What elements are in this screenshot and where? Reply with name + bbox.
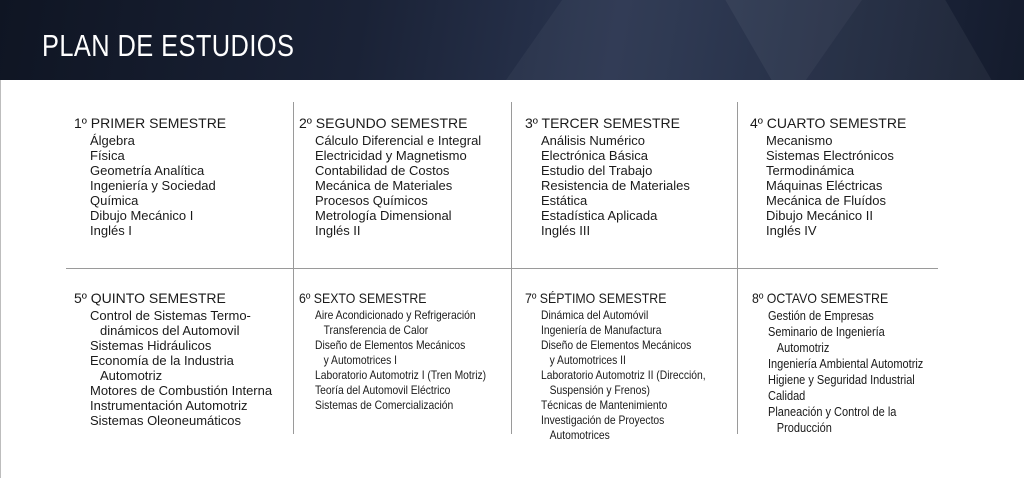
course-item: Termodinámica [766,163,855,178]
semester-title: 7º SÉPTIMO SEMESTRE [525,290,667,306]
semester-2 [299,115,481,238]
course-item: Dibujo Mecánico II [766,208,873,223]
course-item: Estudio del Trabajo [541,163,653,178]
course-item: Inglés III [541,223,591,238]
course-item: Sistemas Hidráulicos [90,338,212,353]
course-item: Álgebra [90,133,135,148]
course-item: Gestión de Empresas [768,309,874,323]
course-item: Dinámica del Automóvil [541,308,649,322]
course-item: Diseño de Elementos Mecánicos [541,338,692,352]
course-item: Inglés I [90,223,132,238]
course-item: Resistencia de Materiales [541,178,690,193]
semester-title: 2º SEGUNDO SEMESTRE [299,115,468,131]
semester-8 [752,290,945,436]
course-item: Procesos Químicos [315,193,428,208]
course-item: Control de Sistemas Termo- [90,308,251,323]
course-item: Física [90,148,125,163]
semester-title: 5º QUINTO SEMESTRE [74,290,226,306]
semester-title: 3º TERCER SEMESTRE [525,115,680,131]
course-item: Calidad [768,389,806,403]
course-item: Laboratorio Automotriz I (Tren Motriz) [315,368,487,382]
page-title: PLAN DE ESTUDIOS [42,28,295,63]
course-item: Electrónica Básica [541,148,648,163]
course-item: Suspensión y Frenos) [549,383,650,397]
course-list [750,133,906,238]
course-item: Estadística Aplicada [541,208,658,223]
course-item: Planeación y Control de la [768,405,897,419]
course-item: Automotrices [549,428,610,442]
course-item: Ingeniería Ambiental Automotriz [768,357,924,371]
course-item: Inglés II [315,223,361,238]
course-item: Máquinas Eléctricas [766,178,883,193]
row-divider [66,268,938,269]
semester-title: 6º SEXTO SEMESTRE [299,290,427,306]
course-item: Automotriz [100,368,163,383]
course-item: Laboratorio Automotriz II (Dirección, [541,368,706,382]
course-item: Automotriz [776,341,830,355]
course-item: Sistemas Oleoneumáticos [90,413,242,428]
semester-5 [74,290,272,428]
semester-title: 8º OCTAVO SEMESTRE [752,290,889,306]
course-item: Electricidad y Magnetismo [315,148,467,163]
course-item: dinámicos del Automovil [100,323,240,338]
course-list [299,308,514,413]
course-item: Higiene y Seguridad Industrial [768,373,915,387]
course-list [525,133,690,238]
semester-3 [525,115,690,238]
course-item: Geometría Analítica [90,163,205,178]
semester-6 [299,290,514,413]
course-item: Ingeniería de Manufactura [541,323,662,337]
course-list [752,308,945,436]
course-item: Contabilidad de Costos [315,163,450,178]
course-item: Sistemas de Comercialización [315,398,454,412]
course-item: Química [90,193,139,208]
course-item: Mecánica de Fluídos [766,193,886,208]
header-banner [0,0,1024,80]
course-item: Motores de Combustión Interna [90,383,273,398]
course-item: Análisis Numérico [541,133,646,148]
course-item: Sistemas Electrónicos [766,148,894,163]
left-border [0,80,1,478]
course-item: Cálculo Diferencial e Integral [315,133,482,148]
course-list [299,133,481,238]
course-list [74,308,272,428]
course-item: Aire Acondicionado y Refrigeración [315,308,476,322]
course-item: Instrumentación Automotriz [90,398,248,413]
course-item: Metrología Dimensional [315,208,452,223]
semester-1 [74,115,226,238]
course-item: Mecanismo [766,133,833,148]
course-item: y Automotrices II [549,353,626,367]
semester-title: 1º PRIMER SEMESTRE [74,115,227,131]
semester-title: 4º CUARTO SEMESTRE [750,115,907,131]
course-item: Inglés IV [766,223,817,238]
course-list [525,308,732,443]
course-item: Mecánica de Materiales [315,178,453,193]
semester-7 [525,290,732,443]
course-item: Transferencia de Calor [323,323,429,337]
course-item: Producción [776,421,832,435]
semester-4 [750,115,906,238]
course-list [74,133,226,238]
course-item: Economía de la Industria [90,353,234,368]
course-item: Diseño de Elementos Mecánicos [315,338,466,352]
course-item: Dibujo Mecánico I [90,208,194,223]
course-item: Estática [541,193,588,208]
course-item: y Automotrices I [323,353,398,367]
course-item: Técnicas de Mantenimiento [541,398,668,412]
course-item: Investigación de Proyectos [541,413,665,427]
course-item: Teoría del Automovil Eléctrico [315,383,451,397]
course-item: Ingeniería y Sociedad [90,178,216,193]
course-item: Seminario de Ingeniería [768,325,885,339]
